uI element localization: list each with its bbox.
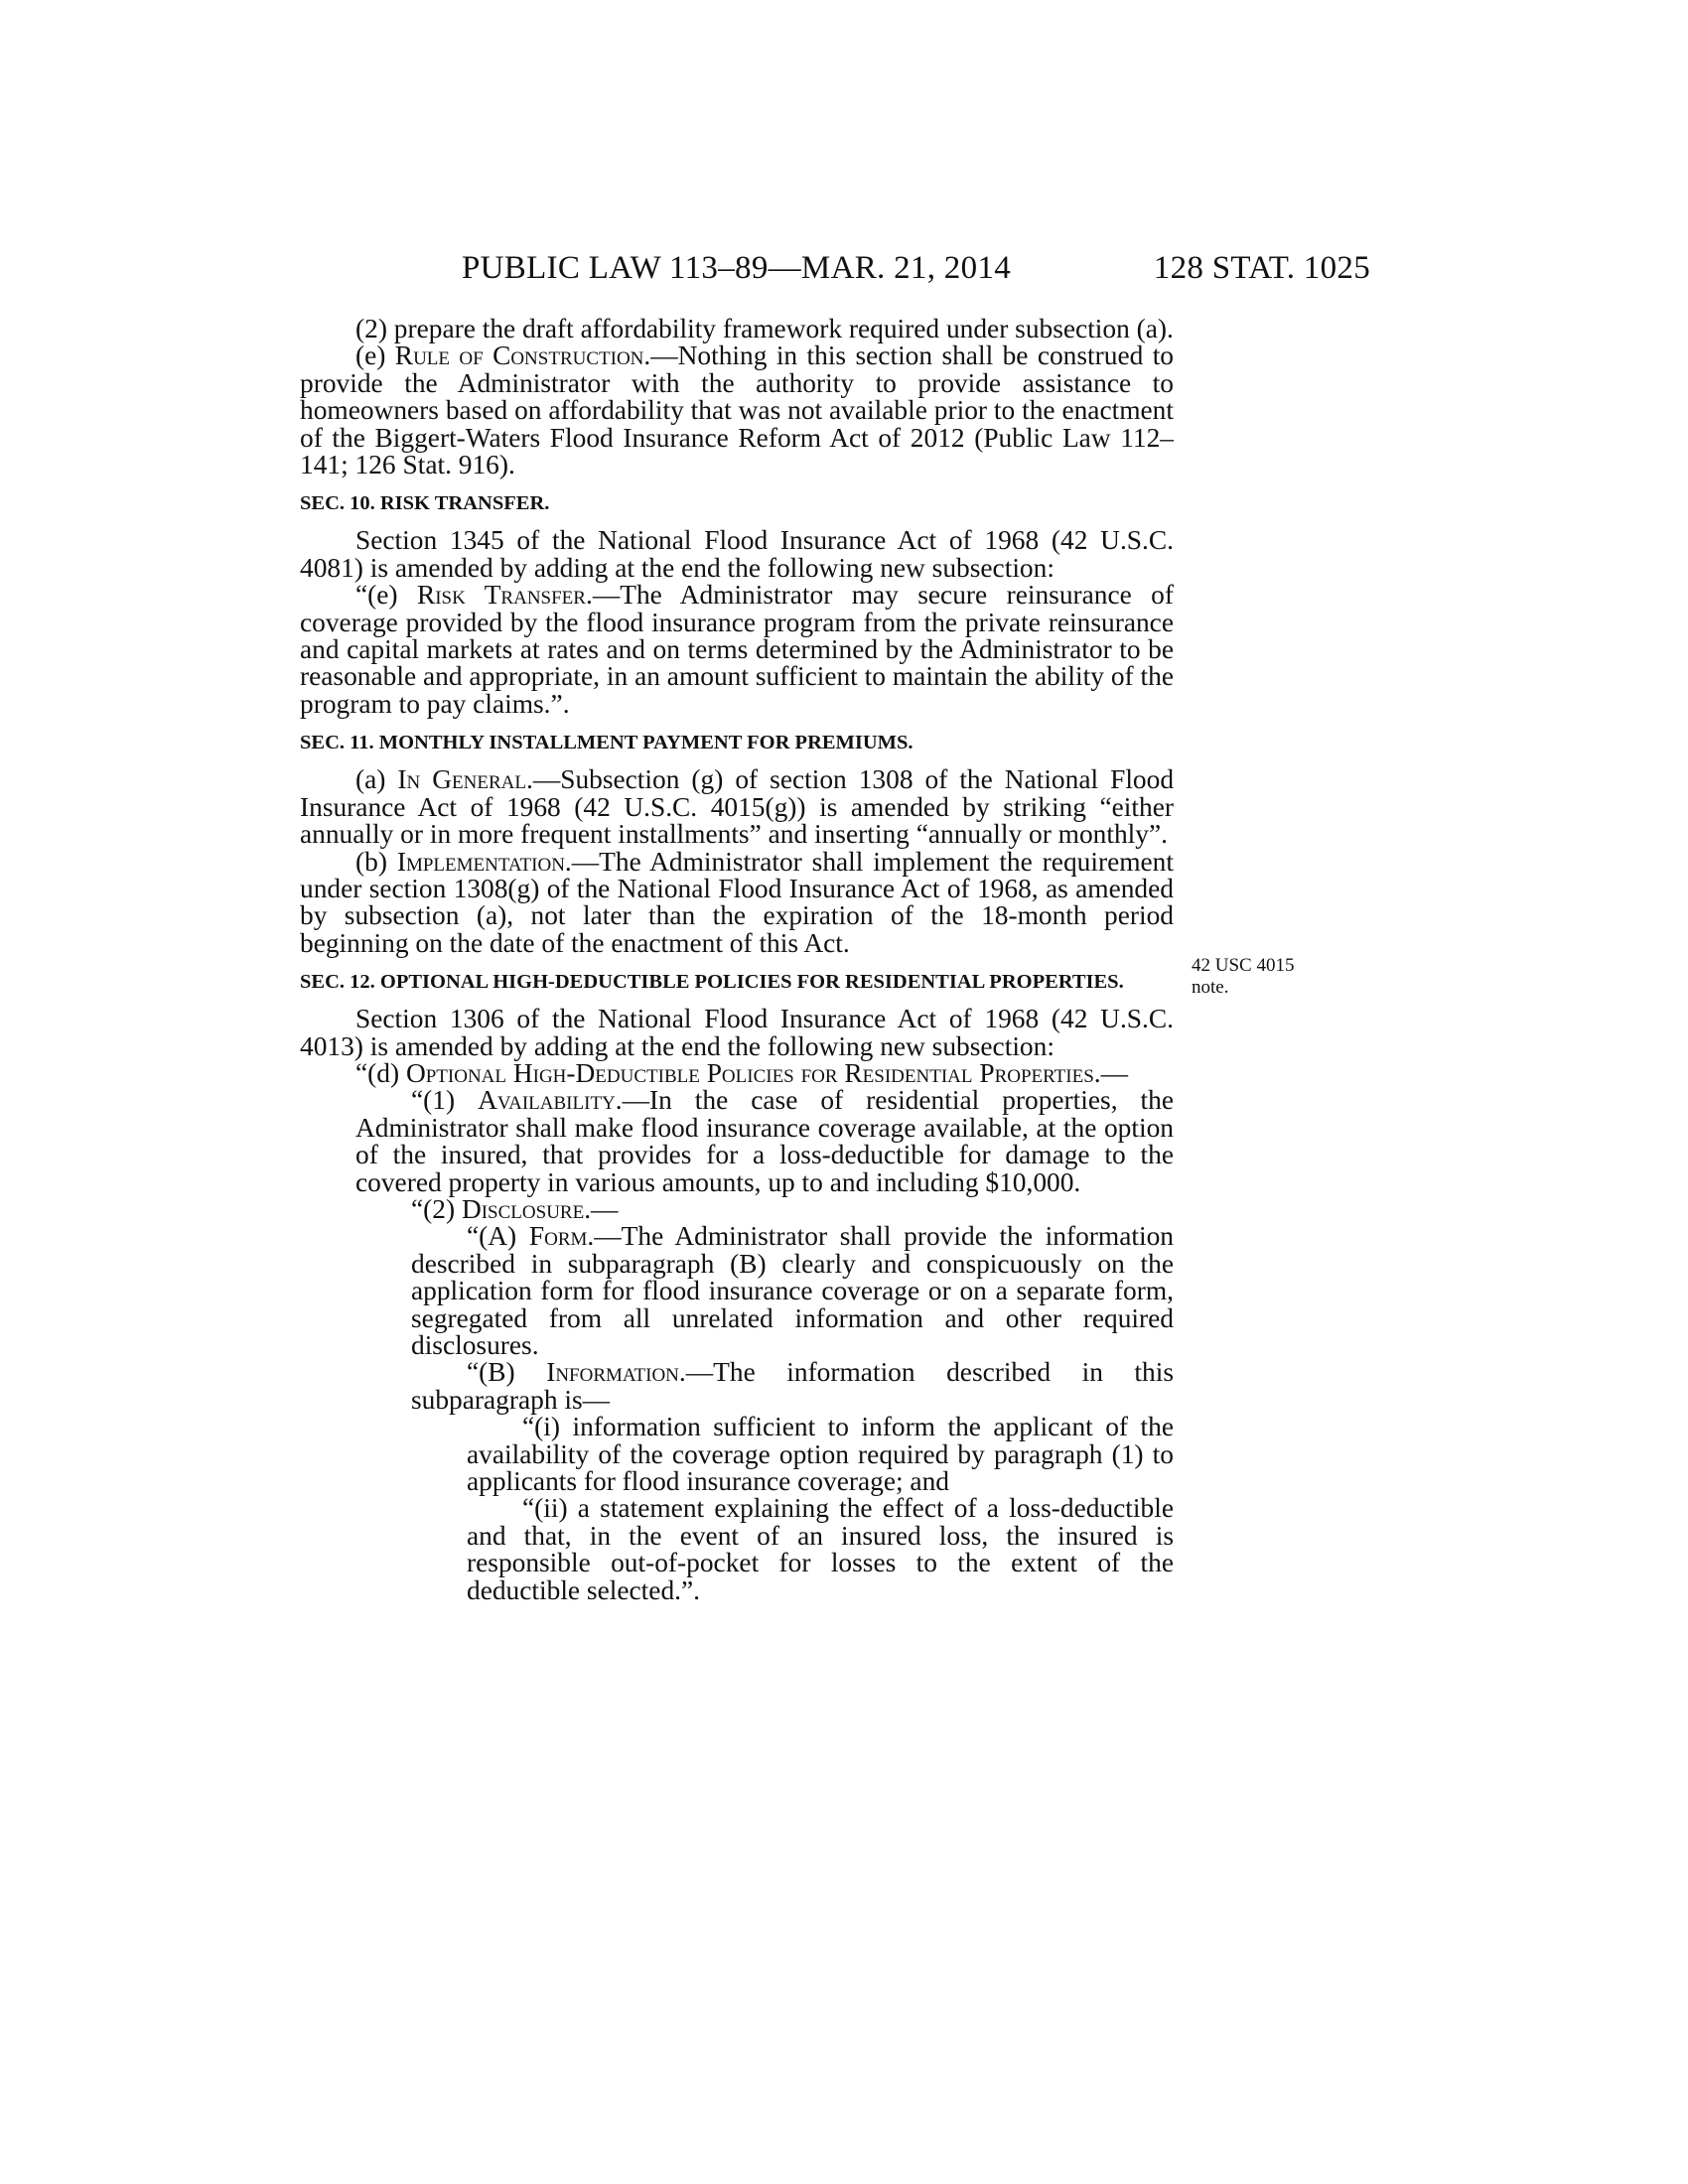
paragraph-e-risk-transfer: “(e) Risk Transfer.—The Administrator may secure reinsurance of coverage provided by the flood insurance program from the private reinsurance and capital markets at rates and on terms determined by the Administrator to be reasonable and appropriate, in an amount sufficient to maintain the ability of the program to pay claims.”. (300, 580, 1174, 719)
paragraph-sec12-intro: Section 1306 of the National Flood Insurance Act of 1968 (42 U.S.C. 4013) is amended by adding at the end the following new subsection: (300, 1004, 1174, 1061)
running-head (298, 250, 1370, 290)
margin-note-citation: 42 USC 4015 (1192, 955, 1295, 976)
heading-implementation: Implementation (396, 846, 565, 877)
heading-risk-transfer: Risk Transfer (416, 580, 586, 611)
heading-optional-policies: Optional High-Deductible Policies for Residential Properties (405, 1057, 1094, 1088)
paragraph-2-disclosure: “(2) Disclosure.— (411, 1193, 619, 1224)
margin-note (1192, 955, 1331, 999)
paragraph-b-implementation: (b) Implementation.—The Administrator shall implement the requirement under section 1308(g) of the National Flood Insurance Act of 1968, as amended by subsection (a), not later than the expiration of the 18-month period beginning on the date of the enactment of this Act. (300, 846, 1174, 958)
heading-disclosure: Disclosure (461, 1193, 585, 1224)
margin-note-label: note. (1192, 977, 1229, 998)
section-12-heading: SEC. 12. OPTIONAL HIGH-DEDUCTIBLE POLICIES FOR RESIDENTIAL PROPERTIES. (300, 971, 1124, 994)
section-10-heading: SEC. 10. RISK TRANSFER. (300, 492, 550, 515)
heading-availability: Availability (478, 1085, 616, 1116)
paragraph-d-optional-policies: “(d) Optional High-Deductible Policies for Residential Properties.— (355, 1057, 1129, 1088)
heading-form: Form (528, 1221, 588, 1252)
body-text (300, 316, 1174, 1604)
heading-in-general: In General (397, 764, 526, 795)
page-title: PUBLIC LAW 113–89—MAR. 21, 2014 (462, 250, 1012, 286)
paragraph-B-information: “(B) Information.—The information described in this subparagraph is— (411, 1357, 1174, 1415)
paragraph-a-in-general: (a) In General.—Subsection (g) of section 1308 of the National Flood Insurance Act of 1968 (42 U.S.C. 4015(g)) is amended by striking “either annually or in more frequent installments” and inserting “annually or monthly”. (300, 764, 1175, 850)
paragraph-ii-statement: “(ii) a statement explaining the effect of a loss-deductible and that, in the event of an insured loss, the insured is responsible out-of-pocket for losses to the extent of the deductible selected.”. (467, 1493, 1174, 1605)
paragraph-2-prepare: (2) prepare the draft affordability framework required under subsection (a). (355, 314, 1174, 343)
paragraph-A-form: “(A) Form.—The Administrator shall provide the information described in subparagraph (B) clearly and conspicuously on the application form for flood insurance coverage or on a separate form, segregated from all unrelated information and other required disclosures. (411, 1221, 1174, 1360)
section-11-heading: SEC. 11. MONTHLY INSTALLMENT PAYMENT FOR PREMIUMS. (300, 732, 914, 754)
paragraph-sec10-intro: Section 1345 of the National Flood Insurance Act of 1968 (42 U.S.C. 4081) is amended by adding at the end the following new subsection: (300, 525, 1174, 583)
paragraph-1-availability: “(1) Availability.—In the case of residential properties, the Administrator shall make flood insurance coverage available, at the option of the insured, that provides for a loss-deductible for damage to the covered property in various amounts, up to and including $10,000. (355, 1085, 1174, 1197)
stat-page-number: 128 STAT. 1025 (1153, 250, 1370, 286)
paragraph-e-rule-of-construction: (e) Rule of Construction.—Nothing in this section shall be construed to provide the Administrator with the authority to provide assistance to homeowners based on affordability that was not available prior to the enactment of the Biggert-Waters Flood Insurance Reform Act of 2012 (Public Law 112–141; 126 Stat. 916). (300, 341, 1175, 480)
heading-rule-of-construction: Rule of Construction (394, 341, 644, 371)
heading-information: Information (546, 1357, 679, 1388)
paragraph-i-information-sufficient: “(i) information sufficient to inform the applicant of the availability of the coverage option required by paragraph (1) to applicants for flood insurance coverage; and (467, 1412, 1174, 1497)
